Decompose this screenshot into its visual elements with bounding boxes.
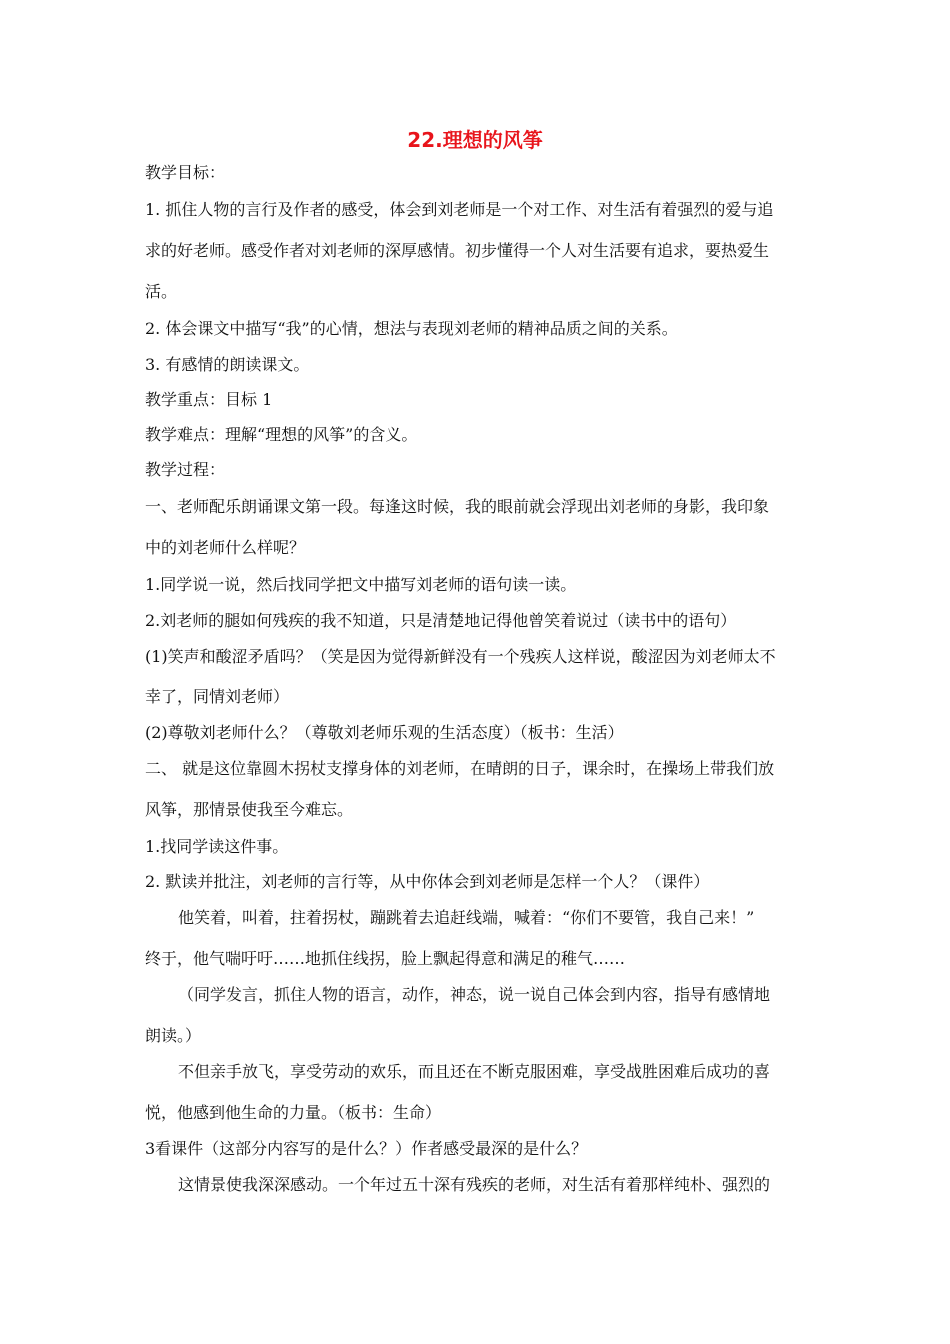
text-line: 教学目标： (145, 163, 226, 182)
text-line: 求的好老师。感受作者对刘老师的深厚感情。初步懂得一个人对生活要有追求，要热爱生 (145, 241, 770, 260)
text-line: 2. 体会课文中描写“我”的心情，想法与表现刘老师的精神品质之间的关系。 (145, 319, 678, 338)
text-line: 二、 就是这位靠圆木拐杖支撑身体的刘老师，在晴朗的日子，课余时，在操场上带我们放 (145, 759, 775, 778)
text-line: 教学难点：理解“理想的风筝”的含义。 (145, 425, 418, 444)
text-line: 一、老师配乐朗诵课文第一段。每逢这时候，我的眼前就会浮现出刘老师的身影，我印象 (145, 497, 770, 516)
text-line: 终于，他气喘吁吁……地抓住线拐，脸上飘起得意和满足的稚气…… (145, 949, 626, 968)
text-line: 1.同学说一说，然后找同学把文中描写刘老师的语句读一读。 (145, 575, 577, 594)
text-line: 悦，他感到他生命的力量。（板书：生命） (145, 1103, 442, 1122)
text-line: 朗读。） (145, 1026, 202, 1045)
text-line: 活。 (145, 282, 178, 301)
text-line: 教学重点：目标 1 (145, 390, 273, 409)
text-line: 幸了，同情刘老师） (145, 687, 290, 706)
text-line: 他笑着，叫着，拄着拐杖，蹦跳着去追赶线端，喊着：“你们不要管，我自己来！” (178, 908, 755, 927)
text-line: 教学过程： (145, 460, 226, 479)
text-line: (1)笑声和酸涩矛盾吗？（笑是因为觉得新鲜没有一个残疾人这样说，酸涩因为刘老师太不 (145, 647, 776, 666)
text-line: 3看课件（这部分内容写的是什么？）作者感受最深的是什么？ (145, 1139, 588, 1158)
text-line: 3. 有感情的朗读课文。 (145, 355, 310, 374)
text-line: 2.刘老师的腿如何残疾的我不知道，只是清楚地记得他曾笑着说过（读书中的语句） (145, 611, 737, 630)
text-line: 风筝，那情景使我至今难忘。 (145, 800, 354, 819)
text-line: 不但亲手放飞，享受劳动的欢乐，而且还在不断克服困难，享受战胜困难后成功的喜 (178, 1062, 771, 1081)
text-line: 中的刘老师什么样呢？ (145, 538, 306, 557)
text-line: 2. 默读并批注，刘老师的言行等，从中你体会到刘老师是怎样一个人？（课件） (145, 872, 710, 891)
text-line: 1.找同学读这件事。 (145, 837, 289, 856)
page-title: 22.理想的风筝 (407, 128, 543, 152)
text-line: 这情景使我深深感动。一个年过五十深有残疾的老师，对生活有着那样纯朴、强烈的 (178, 1175, 771, 1194)
text-line: (2)尊敬刘老师什么？（尊敬刘老师乐观的生活态度）（板书：生活） (145, 723, 624, 742)
text-line: （同学发言，抓住人物的语言，动作，神态，说一说自己体会到内容，指导有感情地 (178, 985, 771, 1004)
text-line: 1. 抓住人物的言行及作者的感受，体会到刘老师是一个对工作、对生活有着强烈的爱与追 (145, 200, 774, 219)
